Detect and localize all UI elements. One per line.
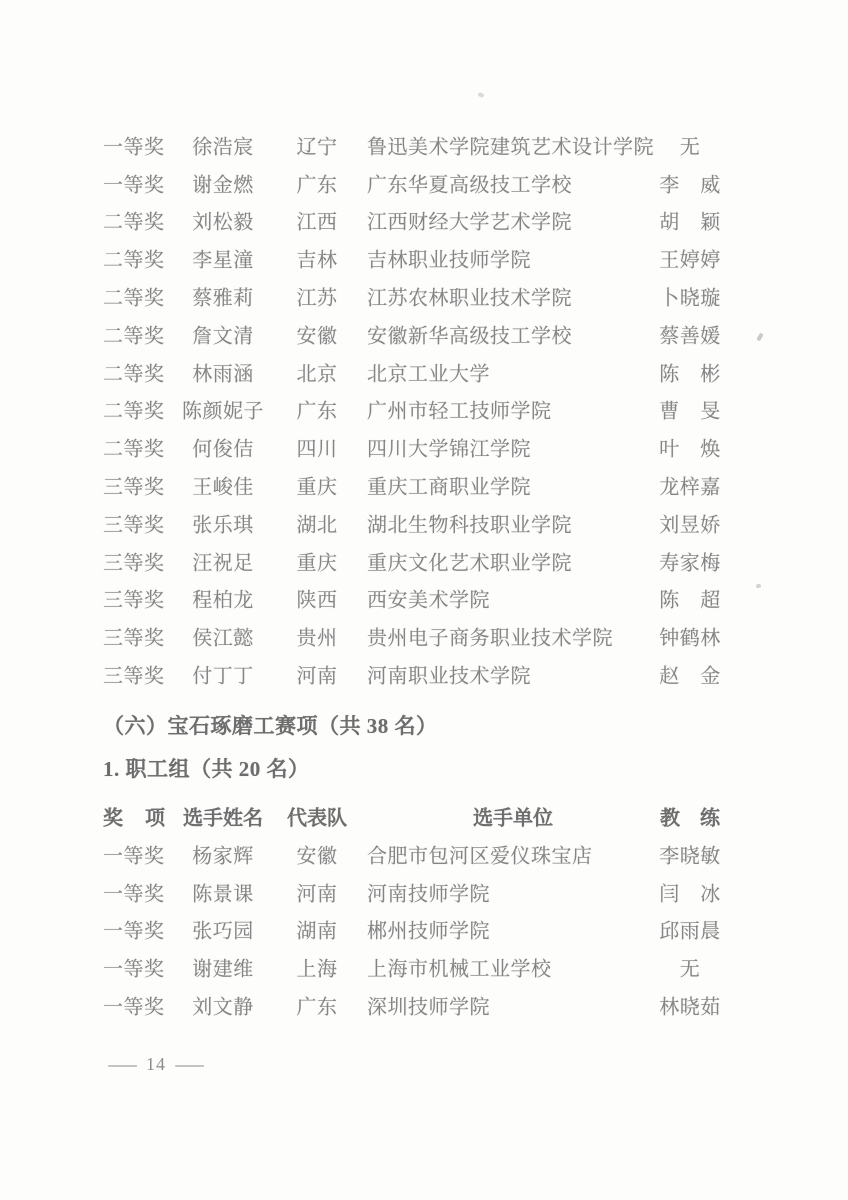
contestant-name-cell: 付丁丁 (192, 665, 254, 688)
award-cell: 二等奖 (103, 325, 165, 348)
table-row (0, 391, 848, 429)
coach-cell: 龙梓嘉 (659, 476, 721, 499)
award-cell: 三等奖 (103, 476, 165, 499)
table-row (0, 655, 848, 693)
contestant-name-cell: 王峻佳 (192, 476, 254, 499)
award-cell: 一等奖 (103, 174, 165, 197)
contestant-unit-cell: 河南职业技术学院 (367, 665, 531, 688)
group-heading: 1. 职工组（共 20 名） (103, 757, 310, 781)
delegation-cell: 辽宁 (296, 136, 338, 159)
coach-cell: 王婷婷 (659, 249, 721, 272)
contestant-name-cell: 程柏龙 (192, 589, 254, 612)
delegation-cell: 贵州 (296, 627, 338, 650)
coach-cell: 蔡善媛 (659, 325, 721, 348)
contestant-unit-cell: 河南技师学院 (367, 883, 490, 906)
header-contestant-unit: 选手单位 (473, 807, 553, 830)
award-cell: 二等奖 (103, 438, 165, 461)
delegation-cell: 广东 (296, 400, 338, 423)
contestant-name-cell: 李星潼 (192, 249, 254, 272)
coach-cell: 卜晓璇 (659, 287, 721, 310)
awards-table-part1 (0, 126, 848, 693)
contestant-name-cell: 陈颜妮子 (182, 400, 264, 423)
footer-right-dash: — (175, 1051, 204, 1076)
contestant-name-cell: 谢金燃 (192, 174, 254, 197)
award-cell: 一等奖 (103, 136, 165, 159)
award-cell: 一等奖 (103, 883, 165, 906)
header-contestant-name: 选手姓名 (183, 807, 263, 830)
contestant-unit-cell: 深圳技师学院 (367, 996, 490, 1019)
contestant-unit-cell: 西安美术学院 (367, 589, 490, 612)
table-header-row (0, 802, 848, 830)
award-cell: 三等奖 (103, 589, 165, 612)
award-cell: 一等奖 (103, 920, 165, 943)
table-row (0, 315, 848, 353)
page-footer (108, 1050, 204, 1078)
table-row (0, 126, 848, 164)
delegation-cell: 上海 (296, 958, 338, 981)
delegation-cell: 吉林 (296, 249, 338, 272)
contestant-name-cell: 蔡雅莉 (192, 287, 254, 310)
award-cell: 三等奖 (103, 552, 165, 575)
awards-table-part2 (0, 835, 848, 1024)
contestant-name-cell: 侯江懿 (192, 627, 254, 650)
table-row (0, 239, 848, 277)
table-row (0, 353, 848, 391)
coach-cell: 寿家梅 (659, 552, 721, 575)
coach-cell: 李 威 (659, 174, 721, 197)
award-cell: 一等奖 (103, 958, 165, 981)
contestant-unit-cell: 广东华夏高级技工学校 (367, 174, 572, 197)
contestant-name-cell: 何俊佶 (192, 438, 254, 461)
delegation-cell: 江苏 (296, 287, 338, 310)
delegation-cell: 四川 (296, 438, 338, 461)
contestant-unit-cell: 贵州电子商务职业技术学院 (367, 627, 613, 650)
award-cell: 三等奖 (103, 627, 165, 650)
contestant-unit-cell: 鲁迅美术学院建筑艺术设计学院 (367, 136, 654, 159)
award-cell: 一等奖 (103, 996, 165, 1019)
contestant-unit-cell: 北京工业大学 (367, 363, 490, 386)
table-row (0, 277, 848, 315)
delegation-cell: 陕西 (296, 589, 338, 612)
award-cell: 二等奖 (103, 211, 165, 234)
coach-cell: 赵 金 (659, 665, 721, 688)
delegation-cell: 安徽 (296, 325, 338, 348)
delegation-cell: 广东 (296, 996, 338, 1019)
table-row (0, 466, 848, 504)
delegation-cell: 江西 (296, 211, 338, 234)
contestant-name-cell: 张巧园 (192, 920, 254, 943)
contestant-unit-cell: 江西财经大学艺术学院 (367, 211, 572, 234)
page-number: 14 (146, 1053, 166, 1074)
award-cell: 二等奖 (103, 363, 165, 386)
coach-cell: 李晓敏 (659, 845, 721, 868)
contestant-name-cell: 徐浩宸 (192, 136, 254, 159)
contestant-unit-cell: 吉林职业技师学院 (367, 249, 531, 272)
delegation-cell: 重庆 (296, 552, 338, 575)
award-cell: 二等奖 (103, 287, 165, 310)
table-row (0, 835, 848, 873)
header-delegation: 代表队 (287, 807, 347, 830)
contestant-unit-cell: 湖北生物科技职业学院 (367, 514, 572, 537)
contestant-unit-cell: 上海市机械工业学校 (367, 958, 552, 981)
contestant-unit-cell: 江苏农林职业技术学院 (367, 287, 572, 310)
table-row (0, 542, 848, 580)
contestant-unit-cell: 安徽新华高级技工学校 (367, 325, 572, 348)
table-row (0, 428, 848, 466)
contestant-name-cell: 汪祝足 (192, 552, 254, 575)
coach-cell: 邱雨晨 (659, 920, 721, 943)
coach-cell: 陈 彬 (659, 363, 721, 386)
table-row (0, 580, 848, 618)
delegation-cell: 重庆 (296, 476, 338, 499)
contestant-unit-cell: 四川大学锦江学院 (367, 438, 531, 461)
table-row (0, 617, 848, 655)
header-coach: 教 练 (660, 807, 720, 830)
contestant-unit-cell: 郴州技师学院 (367, 920, 490, 943)
contestant-name-cell: 詹文清 (192, 325, 254, 348)
section-heading: （六）宝石琢磨工赛项（共 38 名） (103, 714, 438, 738)
contestant-name-cell: 陈景课 (192, 883, 254, 906)
coach-cell: 无 (679, 958, 701, 981)
delegation-cell: 安徽 (296, 845, 338, 868)
contestant-name-cell: 杨家辉 (192, 845, 254, 868)
contestant-unit-cell: 重庆工商职业学院 (367, 476, 531, 499)
table-row (0, 164, 848, 202)
coach-cell: 闫 冰 (659, 883, 721, 906)
award-cell: 二等奖 (103, 400, 165, 423)
footer-left-dash: — (108, 1051, 137, 1076)
table-row (0, 986, 848, 1024)
table-row (0, 911, 848, 949)
award-cell: 一等奖 (103, 845, 165, 868)
contestant-name-cell: 谢建维 (192, 958, 254, 981)
delegation-cell: 广东 (296, 174, 338, 197)
delegation-cell: 河南 (296, 665, 338, 688)
award-cell: 二等奖 (103, 249, 165, 272)
table-row (0, 873, 848, 911)
table-row (0, 202, 848, 240)
coach-cell: 叶 焕 (659, 438, 721, 461)
contestant-unit-cell: 重庆文化艺术职业学院 (367, 552, 572, 575)
delegation-cell: 北京 (296, 363, 338, 386)
contestant-name-cell: 刘松毅 (192, 211, 254, 234)
contestant-name-cell: 张乐琪 (192, 514, 254, 537)
award-cell: 三等奖 (103, 665, 165, 688)
coach-cell: 曹 旻 (659, 400, 721, 423)
contestant-name-cell: 林雨涵 (192, 363, 254, 386)
delegation-cell: 湖北 (296, 514, 338, 537)
table-row (0, 504, 848, 542)
coach-cell: 陈 超 (659, 589, 721, 612)
delegation-cell: 河南 (296, 883, 338, 906)
coach-cell: 钟鹤林 (659, 627, 721, 650)
coach-cell: 胡 颖 (659, 211, 721, 234)
scan-artifact (477, 92, 484, 98)
header-award: 奖 项 (103, 807, 166, 830)
award-cell: 三等奖 (103, 514, 165, 537)
coach-cell: 林晓茹 (659, 996, 721, 1019)
table-row (0, 948, 848, 986)
contestant-name-cell: 刘文静 (192, 996, 254, 1019)
contestant-unit-cell: 广州市轻工技师学院 (367, 400, 552, 423)
contestant-unit-cell: 合肥市包河区爱仪珠宝店 (367, 845, 593, 868)
delegation-cell: 湖南 (296, 920, 338, 943)
coach-cell: 刘昱娇 (659, 514, 721, 537)
coach-cell: 无 (679, 136, 701, 159)
